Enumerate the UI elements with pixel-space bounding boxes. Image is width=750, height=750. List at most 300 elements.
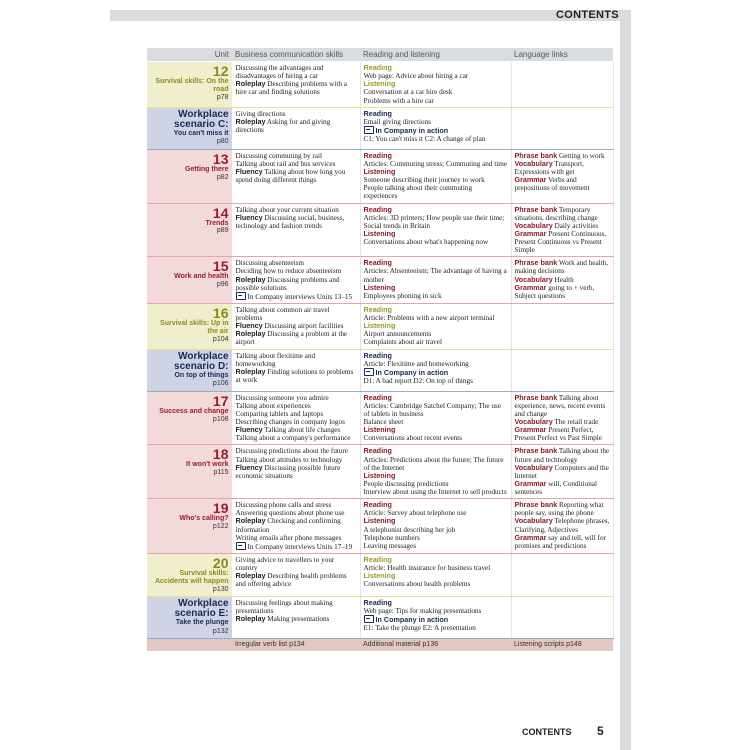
bcs-line [236,447,357,455]
side-band [620,10,631,750]
rl-text: Articles: Absenteeism; The advantage of having a mother [363,267,507,284]
rl-text: Articles: 3D printers; How people use their time; Social trends in Britain [363,213,505,230]
rl-line [364,292,508,300]
rl-line [364,580,508,588]
unit-cell [147,597,232,639]
ll-text: Daily activities [554,221,599,230]
bcs-text: Making presentations [267,615,330,624]
bcs-text: Checking and confirming information [235,517,341,534]
ll-text: Getting to work [559,151,605,160]
rl-text: D1: A bad report D2: On top of things [363,376,473,385]
in-company-icon [364,368,374,376]
ll-keyword: Phrase bank [514,150,558,160]
bcs-line [236,501,357,509]
contents-table [147,48,614,651]
ll-keyword: Vocabulary [514,417,553,427]
column-header-bcs: Business communication skills [232,48,360,62]
unit-row [147,257,613,304]
rl-text: Conversation at a car hire desk [363,88,453,97]
unit-cell [147,257,232,304]
rl-line [364,352,508,360]
bcs-line [236,64,357,80]
rl-line [364,206,508,214]
bcs-text: Talking about attitudes to technology [235,455,343,464]
ll-keyword: Vocabulary [514,274,553,284]
unit-cell [147,107,232,149]
ll-text: The retail trade [554,418,599,427]
ll-line [515,206,610,222]
rl-line [364,472,508,480]
bcs-text: Deciding how to reduce absenteeism [235,267,342,276]
rl-line [364,377,508,385]
rl-text: A telephonist describing her job [363,525,456,534]
ll-keyword: Grammar [514,532,547,542]
rl-cell [360,597,511,639]
bcs-keyword: Fluency [235,321,263,331]
rl-text: Article: Flexitime and homeworking [363,359,469,368]
rl-text: Articles: Commuting stress; Commuting and time [363,159,508,168]
ll-keyword: Phrase bank [514,392,558,402]
bcs-text: Discussing absenteeism [235,259,304,268]
rl-keyword: Reading [363,392,392,402]
unit-page: p104 [212,335,229,343]
ll-text: Health [554,275,574,284]
unit-page: p96 [216,281,229,289]
unit-title: Who's calling? [179,515,229,523]
bcs-keyword: Roleplay [235,274,266,284]
bcs-text: Talking about a company's performance [235,434,351,443]
rl-keyword: Reading [363,500,392,510]
bcs-line [236,402,357,410]
bcs-text: Discussing problems and possible solutions [235,275,340,292]
unit-page: p80 [216,138,229,146]
rl-line [364,542,508,550]
unit-page: p130 [212,585,229,593]
rl-line [364,572,508,580]
bcs-cell [232,553,360,596]
bcs-keyword: Roleplay [235,571,266,581]
bcs-line [236,368,357,384]
bcs-cell [232,203,360,257]
bcs-line [236,352,357,368]
ll-keyword: Grammar [514,425,547,435]
bcs-text: Units 13–15 [316,292,353,301]
rl-keyword: Listening [363,167,396,177]
unit-number: 13 [212,150,229,167]
rl-line [364,360,508,368]
additional-material-link: Additional material p136 [360,639,511,651]
rl-keyword: Reading [363,304,392,314]
footer-title: CONTENTS [522,727,572,737]
rl-text: Conversations about health problems [363,580,471,589]
ll-text: going to + verb, Subject questions [514,283,595,300]
rl-keyword: Reading [363,108,392,118]
ll-line [515,160,610,176]
bcs-text: Writing emails after phone messages [235,533,342,542]
workplace-label: Workplace [178,598,229,610]
ll-text: Reporting what people say, using the phone [514,501,604,518]
rl-text: Web page: Tips for making presentations [363,607,482,616]
rl-keyword: Reading [363,598,392,608]
rl-line [364,135,508,143]
bcs-cell [232,107,360,149]
bcs-text: Talking about experiences [235,401,311,410]
bcs-line [236,434,357,442]
rl-line [364,238,508,246]
bcs-cell [232,349,360,391]
rl-line [364,306,508,314]
ll-text: Work and health, making decisions [514,259,609,276]
bcs-text: Talking about life changes [264,426,341,435]
bcs-text: Discussing commuting by rail [235,151,322,160]
column-header-ll: Language links [511,48,613,62]
ll-keyword: Vocabulary [514,462,553,472]
rl-text: Article: Problems with a new airport terminal [363,314,495,323]
ll-line [515,480,610,496]
rl-keyword: Reading [363,204,392,214]
bcs-text: Describing health problems and offering advice [235,572,347,589]
rl-keyword: Listening [363,321,396,331]
ll-line [515,534,610,550]
ll-text: Verbs and prepositions of movement [514,176,590,193]
unit-row [147,349,613,391]
ll-keyword: Vocabulary [514,220,553,230]
ll-keyword: Vocabulary [514,158,553,168]
bcs-keyword: Roleplay [235,516,266,526]
bcs-text: Answering questions about phone use [235,509,345,518]
rl-text: Complaints about air travel [363,338,442,347]
bcs-line [236,330,357,346]
ll-cell [511,349,613,391]
unit-page: p89 [216,227,229,235]
rl-keyword: Reading [363,350,392,360]
unit-title: Survival skills: Accidents will happen [154,569,229,585]
bcs-cell [232,597,360,639]
bcs-keyword: Fluency [235,462,263,472]
rl-cell [360,107,511,149]
unit-row [147,203,613,257]
ll-cell [511,499,613,554]
listening-scripts-link: Listening scripts p148 [511,639,613,651]
rl-line [364,97,508,105]
bcs-text: Comparing tablets and laptops [235,409,324,418]
unit-number: 20 [212,554,229,571]
bcs-keyword: Roleplay [235,79,266,89]
unit-title: On top of things [174,371,229,379]
unit-row [147,62,613,108]
rl-text: Conversations about recent events [363,434,462,443]
bcs-line [236,410,357,418]
unit-page: p122 [212,523,229,531]
bcs-line [236,214,357,230]
rl-text: E1: Take the plunge E2: A presentation [363,624,476,633]
rl-line [364,517,508,525]
ll-text: Talking about the future and technology [514,447,610,464]
rl-line [364,338,508,346]
rl-cell [360,553,511,596]
rl-text: C1: You can't miss it C2: A change of plan [363,135,486,144]
rl-line [364,402,508,418]
in-company-icon [236,292,246,300]
bcs-line [236,517,357,533]
unit-cell [147,499,232,554]
bcs-line [236,572,357,588]
unit-cell [147,445,232,499]
rl-text: Balance sheet [363,418,404,427]
rl-line [364,168,508,176]
bcs-text: Discussing feelings about making presentations [235,599,333,616]
bcs-keyword: Roleplay [235,614,266,624]
ll-text: Transport, Expressions with get [514,159,584,177]
scenario-label: scenario D: [174,360,229,372]
workplace-label: Workplace [178,108,229,120]
rl-line [364,267,508,283]
rl-keyword: Reading [363,446,392,456]
rl-line [364,118,508,126]
unit-row [147,391,613,445]
bcs-text: Discussing possible future economic situations [235,463,341,480]
bcs-keyword: Fluency [235,212,263,222]
rl-text: Interview about using the Internet to sell products [363,488,507,497]
rl-line [364,607,508,615]
bcs-text: Discussing airport facilities [264,322,344,331]
bcs-line [236,426,357,434]
bcs-text: Talking about how long you spend doing different things [235,168,346,185]
ll-text: say and tell, will for promises and predictions [514,533,606,550]
top-band [110,10,620,21]
rl-keyword: Reading [363,63,392,73]
bcs-text: Asking for and giving directions [235,117,331,134]
bottom-empty [147,639,232,651]
ll-keyword: Phrase bank [514,500,558,510]
rl-keyword: Reading [363,554,392,564]
rl-text: Article: Health insurance for business travel [363,564,491,573]
bcs-line [236,276,357,292]
unit-row [147,149,613,203]
ll-text: Computers and the Internet [514,463,609,480]
contents-body [147,62,613,639]
ll-cell [511,391,613,445]
unit-cell [147,391,232,445]
ll-keyword: Phrase bank [514,258,558,268]
ll-keyword: Grammar [514,282,547,292]
rl-cell [360,391,511,445]
rl-line [364,488,508,496]
bcs-text: Discussing someone you admire [235,393,329,402]
unit-title: Survival skills: Up in the air [160,319,229,335]
rl-text: Problems with a hire car [363,96,434,105]
rl-text: Someone describing their journey to work [363,176,485,185]
unit-cell [147,553,232,596]
rl-line [364,214,508,230]
rl-line [364,284,508,292]
rl-line [364,176,508,184]
rl-line [364,110,508,118]
bcs-line [236,152,357,160]
rl-line [364,126,508,135]
rl-cell [360,62,511,108]
bcs-keyword: Fluency [235,425,263,435]
ll-line [515,176,610,192]
rl-cell [360,303,511,349]
rl-line [364,447,508,455]
scenario-label: scenario E: [174,608,229,620]
bcs-text: Discussing social, business, technology and fashion trends [235,213,345,230]
unit-row [147,303,613,349]
bcs-text: Talking about flexitime and homeworking [235,351,316,368]
bcs-cell [232,391,360,445]
ll-cell [511,597,613,639]
rl-line [364,526,508,534]
ll-line [515,501,610,517]
bcs-keyword: Fluency [235,167,263,177]
ll-line [515,426,610,442]
unit-cell [147,203,232,257]
rl-keyword: Listening [363,470,396,480]
ll-cell [511,149,613,203]
unit-number: 12 [212,63,229,80]
ll-line [515,284,610,300]
rl-text: Leaving messages [363,541,416,550]
bcs-text: Talking about your current situation [235,205,339,214]
bcs-cell [232,445,360,499]
in-company-icon [364,126,374,134]
rl-text: Employees phoning in sick [363,291,442,300]
ll-line [515,230,610,254]
rl-line [364,501,508,509]
ll-keyword: Phrase bank [514,446,558,456]
bcs-line [236,168,357,184]
rl-text: Email giving directions [363,117,431,126]
unit-number: 15 [212,258,229,275]
bcs-keyword: Roleplay [235,116,266,126]
bcs-keyword: In Company interviews [247,292,315,301]
ll-cell [511,203,613,257]
rl-text: Telephone numbers [363,533,420,542]
rl-keyword: In Company in action [375,367,449,377]
rl-line [364,456,508,472]
rl-cell [360,499,511,554]
rl-line [364,615,508,624]
rl-text: Conversations about what's happening now [363,238,489,247]
in-company-icon [364,615,374,623]
unit-number: 14 [212,204,229,221]
ll-text: Present Continuous, Present Continuous vs Present Simple [514,229,607,255]
unit-title: Take the plunge [175,619,229,627]
unit-title: It won't work [186,461,229,469]
unit-number: 18 [212,446,229,463]
rl-keyword: In Company in action [375,125,449,135]
bcs-text: Discussing phone calls and stress [235,501,332,510]
unit-page: p108 [212,415,229,423]
irregular-verb-link: Irregular verb list p134 [232,639,360,651]
bcs-cell [232,499,360,554]
unit-page: p82 [216,173,229,181]
bcs-line [236,464,357,480]
rl-cell [360,149,511,203]
rl-line [364,434,508,442]
bcs-line [236,259,357,267]
ll-line [515,394,610,418]
ll-text: Temporary situations, describing change [514,205,598,222]
bcs-line [236,534,357,542]
ll-keyword: Vocabulary [514,516,553,526]
bcs-text: Giving directions [235,109,286,118]
page-header-title: CONTENTS [556,9,619,21]
unit-page: p106 [212,380,229,388]
rl-line [364,230,508,238]
page-number: 5 [597,724,604,738]
unit-title: Work and health [174,273,229,281]
ll-keyword: Grammar [514,228,547,238]
bcs-line [236,394,357,402]
rl-line [364,624,508,632]
unit-title: Getting there [184,165,229,173]
bcs-line [236,292,357,301]
unit-title: Trends [205,219,229,227]
ll-cell [511,553,613,596]
rl-keyword: Listening [363,516,396,526]
bcs-text: Talking about rail and bus services [235,159,336,168]
bcs-text: Talking about common air travel problems [235,305,330,323]
unit-number: 17 [212,392,229,409]
ll-line [515,464,610,480]
unit-page: p115 [213,469,229,477]
ll-line [515,447,610,463]
unit-row [147,597,613,639]
ll-keyword: Phrase bank [514,204,558,214]
bcs-text: Discussing predictions about the future [235,447,349,456]
unit-title: Survival skills: On the road [155,78,229,93]
unit-page: p132 [212,627,229,635]
bcs-line [236,599,357,615]
ll-line [515,259,610,275]
rl-line [364,88,508,96]
ll-keyword: Grammar [514,478,547,488]
ll-cell [511,257,613,304]
bcs-line [236,306,357,322]
rl-line [364,394,508,402]
bcs-line [236,542,357,551]
unit-page: p78 [216,93,229,101]
ll-cell [511,107,613,149]
ll-text: Talking about experience, news, recent events and change [514,393,606,418]
unit-cell [147,349,232,391]
rl-line [364,599,508,607]
rl-line [364,259,508,267]
workplace-label: Workplace [178,350,229,362]
in-company-icon [236,542,246,550]
rl-cell [360,257,511,304]
rl-line [364,64,508,72]
rl-keyword: In Company in action [375,615,449,625]
bcs-line [236,615,357,623]
unit-number: 19 [212,500,229,517]
bcs-text: Finding solutions to problems at work [235,367,354,384]
bcs-text: Units 17–19 [316,542,353,551]
unit-cell [147,62,232,108]
bcs-text: Giving advice to travellers to your country [235,555,335,573]
bcs-cell [232,62,360,108]
rl-keyword: Reading [363,258,392,268]
unit-cell [147,303,232,349]
rl-line [364,184,508,200]
bcs-cell [232,149,360,203]
unit-cell [147,149,232,203]
bcs-cell [232,257,360,304]
rl-text: People talking about their commuting experiences [363,184,473,201]
unit-row [147,499,613,554]
